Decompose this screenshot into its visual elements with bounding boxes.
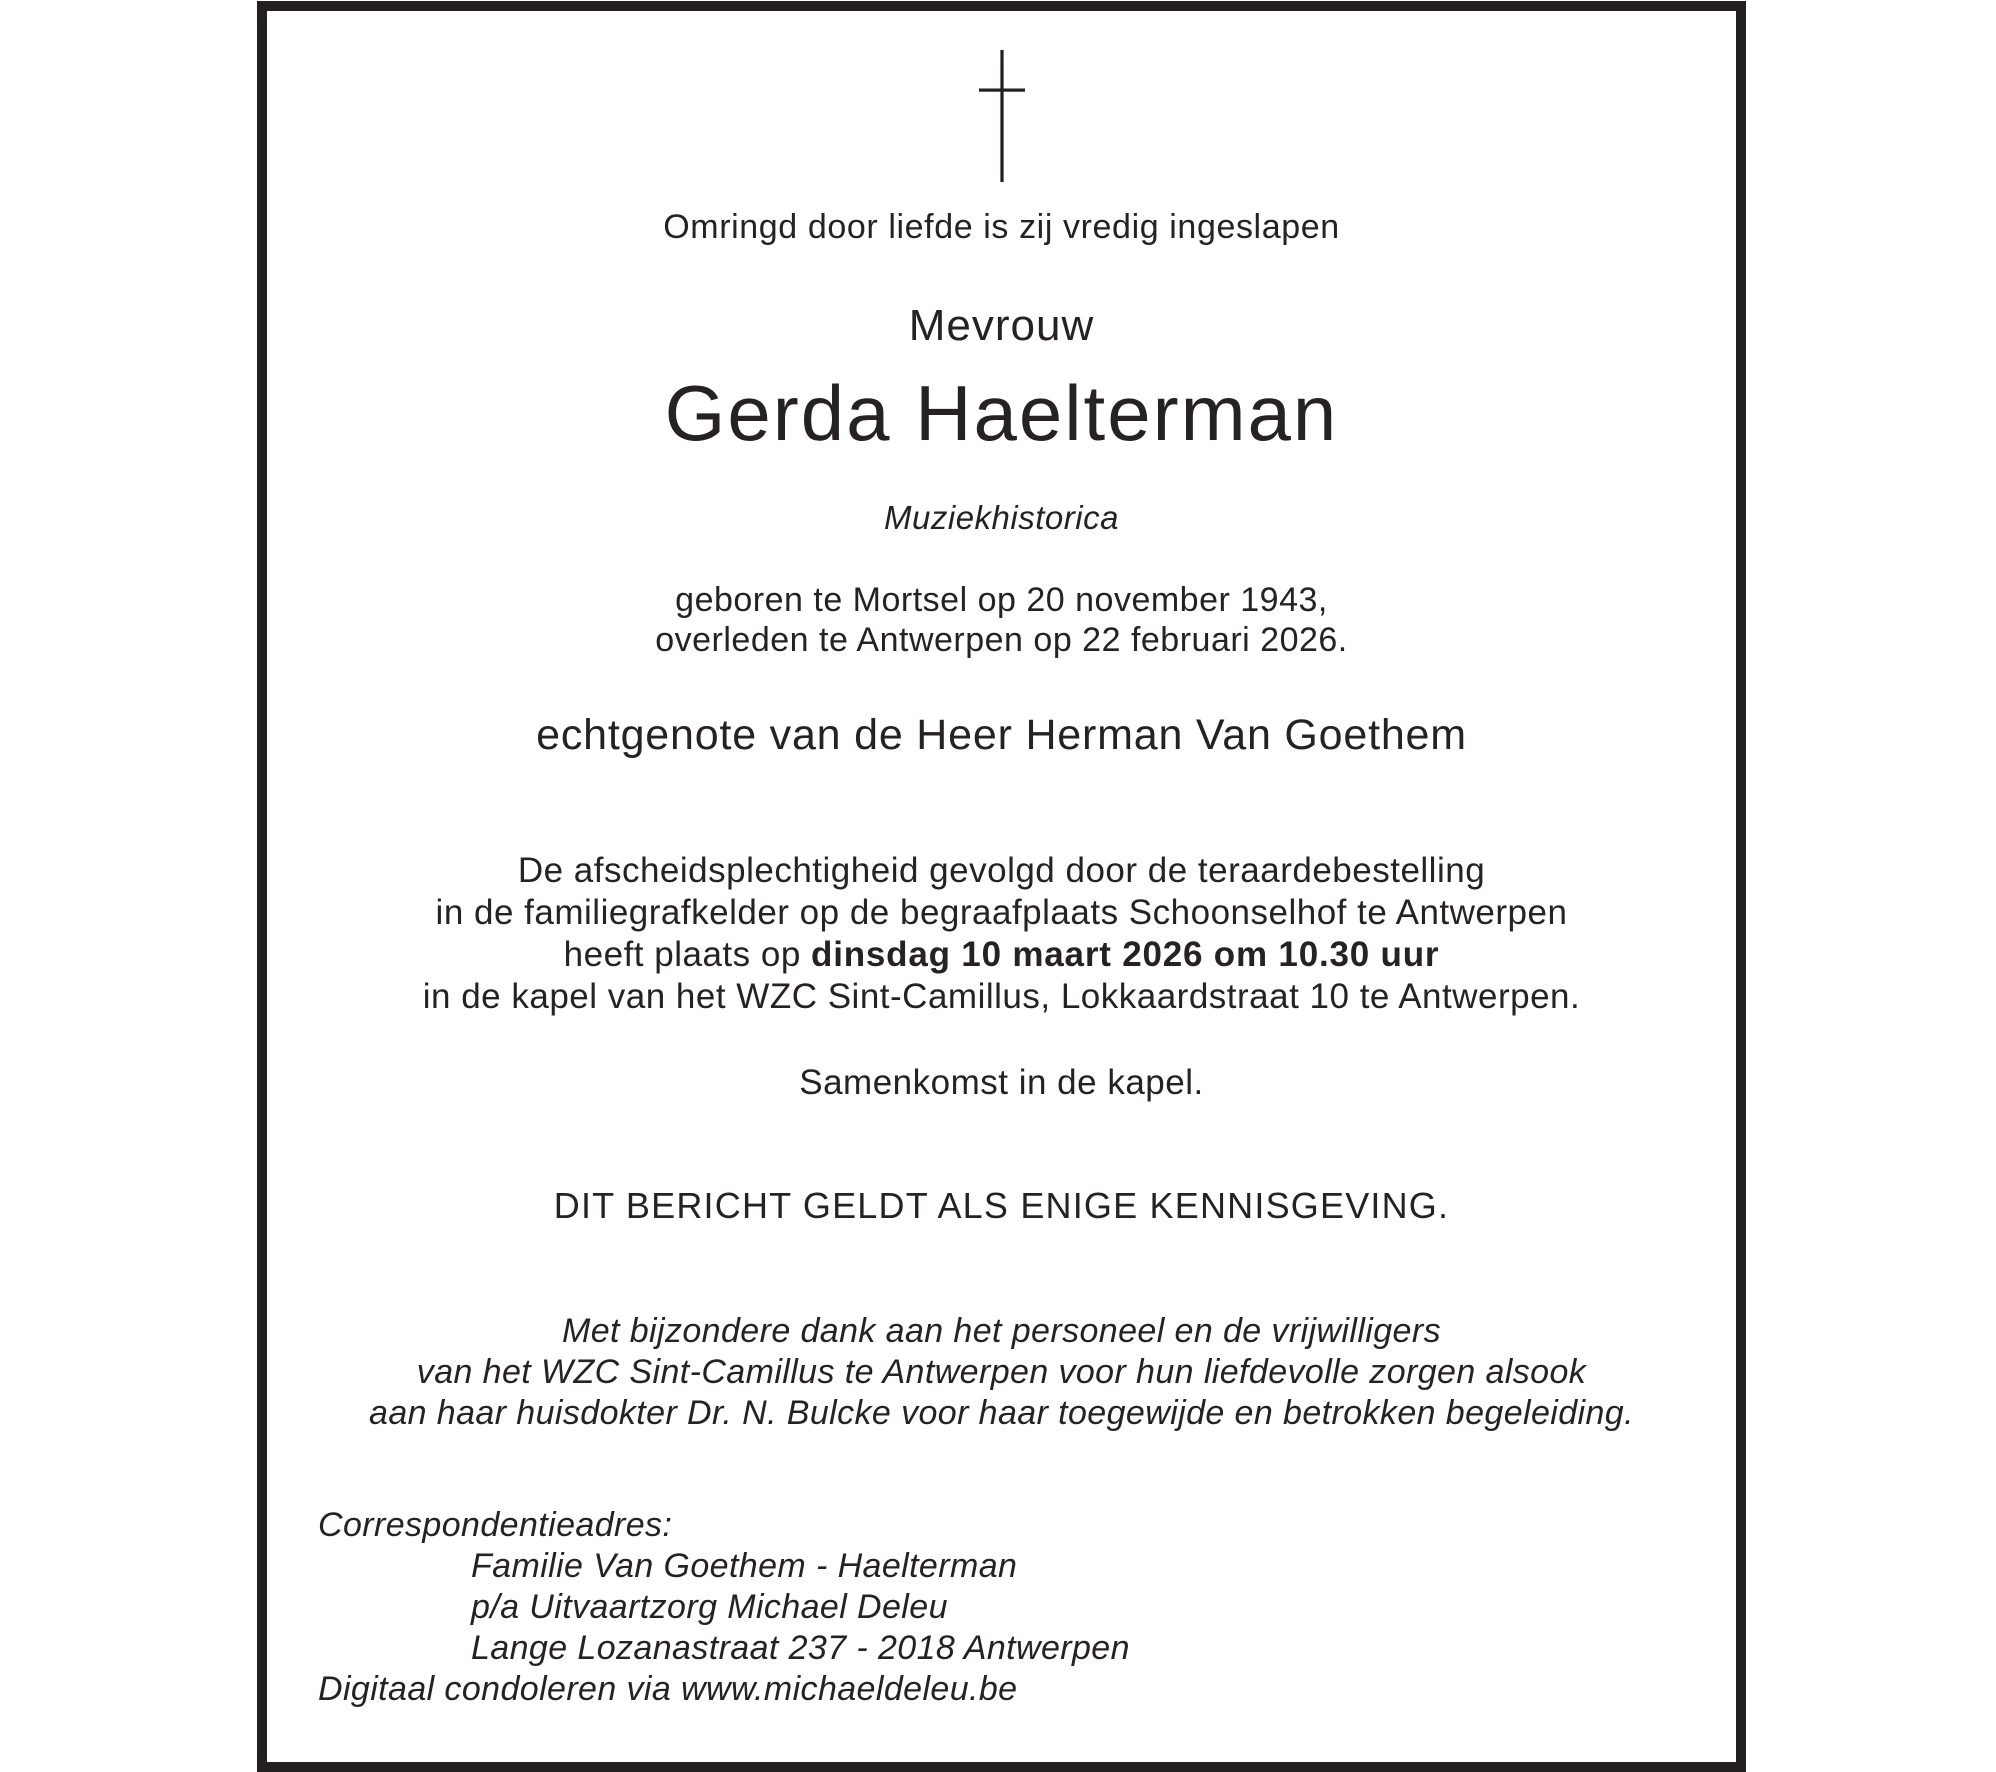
deceased-name: Gerda Haelterman — [664, 369, 1339, 457]
spouse-line: echtgenote van de Heer Herman Van Goethem — [536, 711, 1467, 759]
ceremony-date-time: dinsdag 10 maart 2026 om 10.30 uur — [811, 935, 1440, 974]
correspondence-line-2: p/a Uitvaartzorg Michael Deleu — [471, 1588, 948, 1626]
ceremony-details — [267, 850, 1736, 1018]
notice-line: DIT BERICHT GELDT ALS ENIGE KENNISGEVING. — [553, 1185, 1450, 1226]
birth-line: geboren te Mortsel op 20 november 1943, — [675, 581, 1328, 619]
birth-death-dates — [267, 580, 1736, 660]
thanks-line-2: van het WZC Sint-Camillus te Antwerpen voor hun liefdevolle zorgen alsook — [416, 1353, 1587, 1391]
ceremony-line-3 — [267, 934, 1736, 976]
correspondence-line-1: Familie Van Goethem - Haelterman — [471, 1547, 1018, 1585]
mourning-card — [267, 0, 1736, 1772]
opening-line: Omringd door liefde is zij vredig ingeslapen — [663, 208, 1340, 246]
profession: Muziekhistorica — [884, 499, 1119, 536]
correspondence-line-3: Lange Lozanastraat 237 - 2018 Antwerpen — [471, 1629, 1130, 1667]
acknowledgement — [267, 1311, 1736, 1434]
cross-icon — [267, 46, 1736, 191]
correspondence-label: Correspondentieadres: — [318, 1506, 673, 1544]
condolence-line: Digitaal condoleren via www.michaeldeleu.be — [318, 1670, 1018, 1708]
ceremony-line-3-prefix: heeft plaats op — [563, 935, 812, 974]
salutation: Mevrouw — [908, 301, 1095, 350]
ceremony-line-4: in de kapel van het WZC Sint-Camillus, Lokkaardstraat 10 te Antwerpen. — [422, 977, 1581, 1016]
thanks-line-3: aan haar huisdokter Dr. N. Bulcke voor haar toegewijde en betrokken begeleiding. — [369, 1394, 1634, 1432]
correspondence-address — [267, 1505, 1736, 1710]
gathering-line: Samenkomst in de kapel. — [799, 1063, 1204, 1102]
ceremony-line-2: in de familiegrafkelder op de begraafplaats Schoonselhof te Antwerpen — [435, 893, 1568, 932]
thanks-line-1: Met bijzondere dank aan het personeel en de vrijwilligers — [562, 1312, 1441, 1350]
death-line: overleden te Antwerpen op 22 februari 2026. — [655, 621, 1348, 659]
ceremony-line-1: De afscheidsplechtigheid gevolgd door de teraardebestelling — [517, 851, 1486, 890]
